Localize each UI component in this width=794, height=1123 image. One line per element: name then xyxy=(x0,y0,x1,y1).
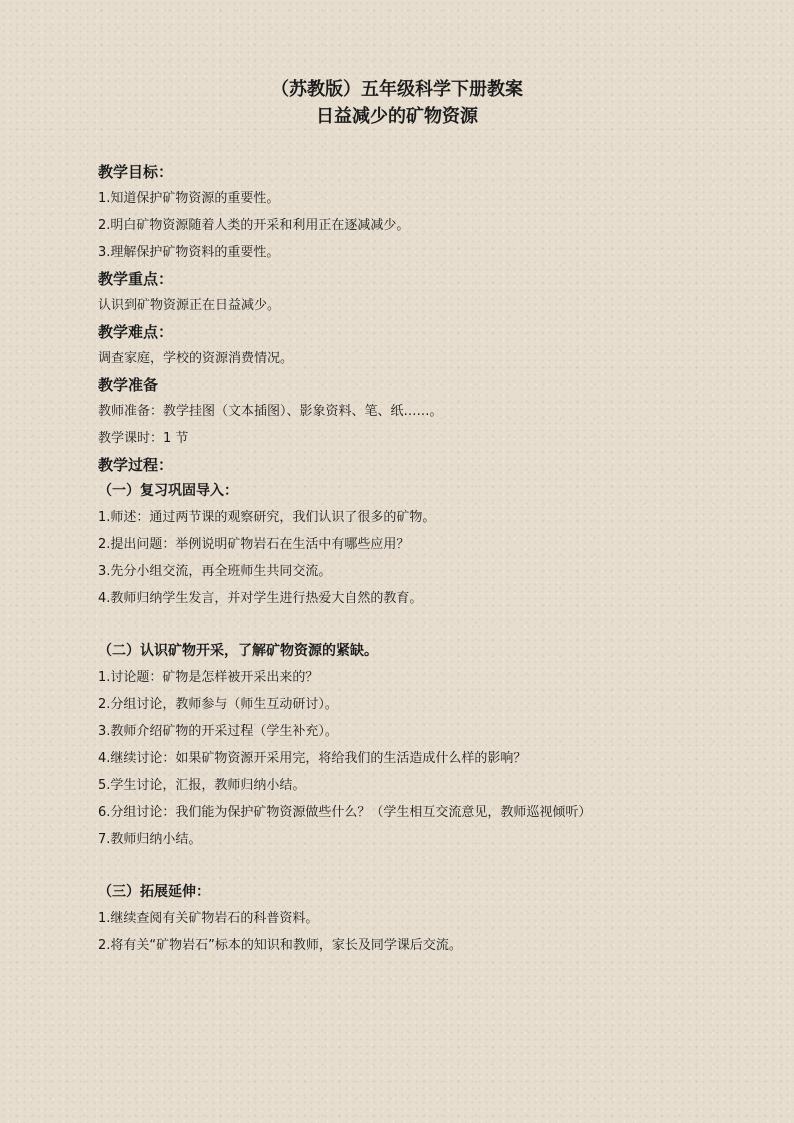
process-item: 1.师述：通过两节课的观察研究，我们认识了很多的矿物。 xyxy=(98,510,436,525)
key-point-item: 认识到矿物资源正在日益减少。 xyxy=(98,298,281,313)
objective-item: 2.明白矿物资源随着人类的开采和利用正在逐减减少。 xyxy=(98,218,410,233)
process-heading: 教学过程： xyxy=(98,456,174,474)
preparation-item: 教师准备：教学挂图（文本插图）、影象资料、笔、纸……。 xyxy=(98,404,443,419)
process-section-title: （二）认识矿物开采，了解矿物资源的紧缺。 xyxy=(98,643,378,659)
difficulties-heading: 教学难点： xyxy=(98,323,174,341)
blank-line xyxy=(98,612,738,638)
process-item: 1.讨论题：矿物是怎样被开采出来的？ xyxy=(98,670,319,685)
objective-item: 3.理解保护矿物资料的重要性。 xyxy=(98,245,280,260)
process-item: 3.先分小组交流，再全班师生共同交流。 xyxy=(98,564,332,579)
objectives-heading: 教学目标： xyxy=(98,163,174,181)
difficulty-item: 调查家庭，学校的资源消费情况。 xyxy=(98,351,294,366)
process-item: 4.教师归纳学生发言，并对学生进行热爱大自然的教育。 xyxy=(98,591,423,606)
process-section-title: （三）拓展延伸： xyxy=(98,884,210,900)
blank-line xyxy=(98,853,738,879)
process-item: 2.分组讨论，教师参与（师生互动研讨）。 xyxy=(98,697,338,712)
process-item: 7.教师归纳小结。 xyxy=(98,832,202,847)
process-section-title: （一）复习巩固导入： xyxy=(98,483,238,499)
objective-item: 1.知道保护矿物资源的重要性。 xyxy=(98,191,280,206)
preparation-item: 教学课时：1 节 xyxy=(98,431,189,446)
preparation-heading: 教学准备 xyxy=(98,376,159,394)
document-body xyxy=(98,159,738,959)
process-item: 1.继续查阅有关矿物岩石的科普资料。 xyxy=(98,911,319,926)
process-item: 2.将有关“矿物岩石”标本的知识和教师，家长及同学课后交流。 xyxy=(98,938,462,953)
process-item: 2.提出问题：举例说明矿物岩石在生活中有哪些应用？ xyxy=(98,537,410,552)
process-item: 4.继续讨论：如果矿物资源开采用完，将给我们的生活造成什么样的影响？ xyxy=(98,751,527,766)
process-item: 3.教师介绍矿物的开采过程（学生补充）。 xyxy=(98,724,338,739)
process-item: 6.分组讨论：我们能为保护矿物资源做些什么？（学生相互交流意见，教师巡视倾听） xyxy=(98,805,592,820)
process-item: 5.学生讨论，汇报，教师归纳小结。 xyxy=(98,778,306,793)
document-title-line2: 日益减少的矿物资源 xyxy=(316,106,478,127)
document-title-line1: （苏教版）五年级科学下册教案 xyxy=(271,79,523,100)
key-points-heading: 教学重点： xyxy=(98,270,174,288)
